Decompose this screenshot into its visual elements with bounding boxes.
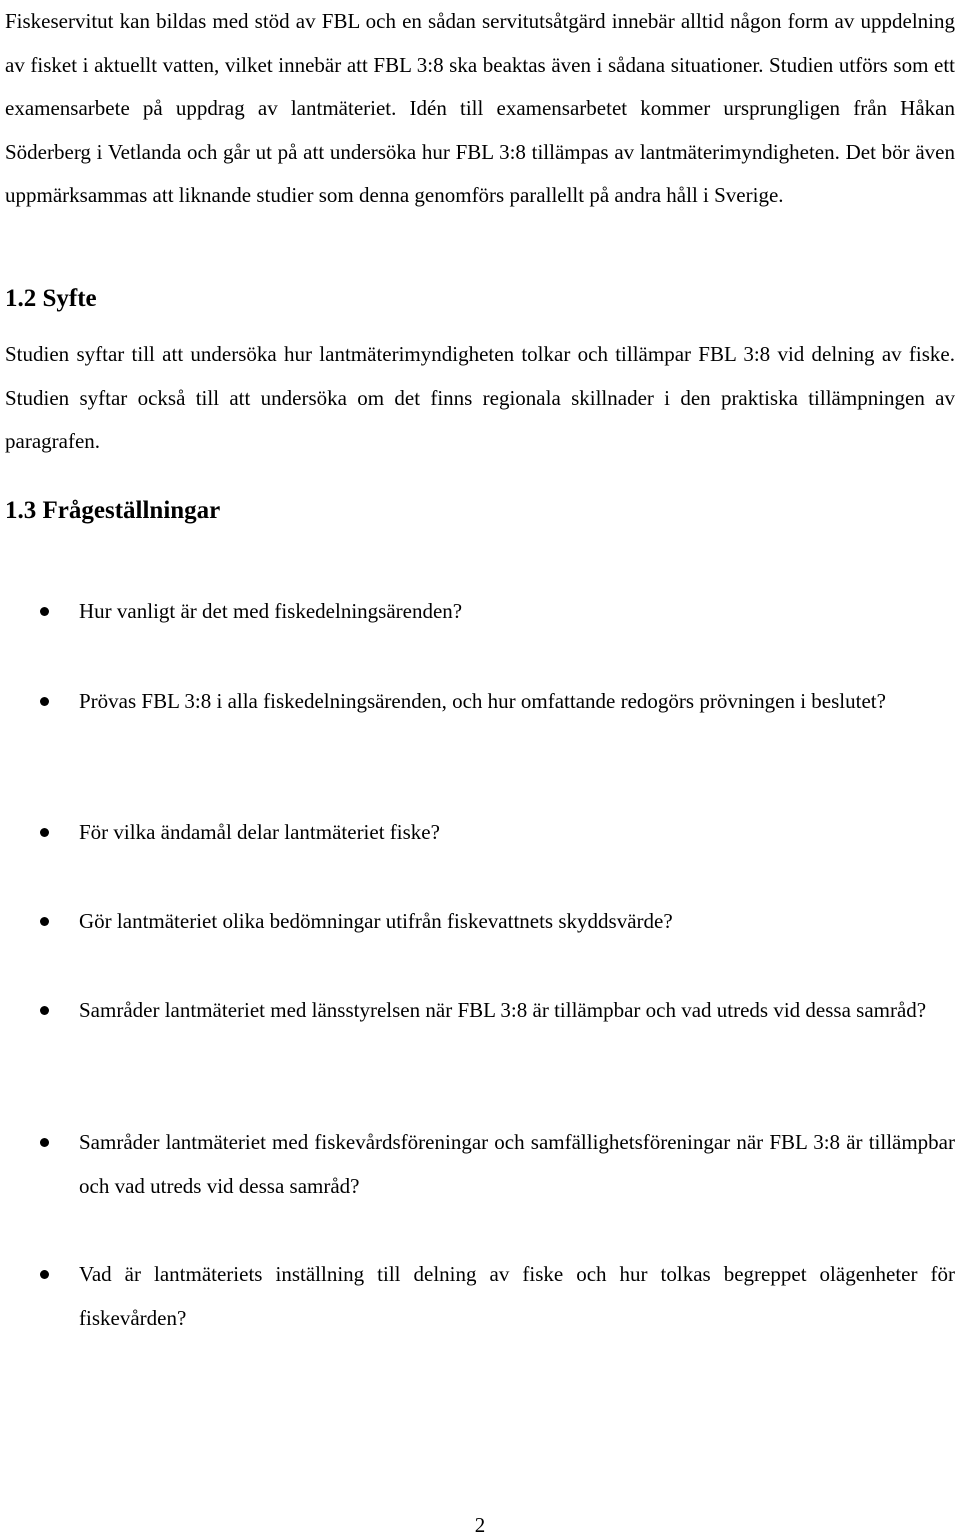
question-text: Hur vanligt är det med fiskedelningsärenden? bbox=[79, 599, 463, 623]
bullet-icon bbox=[40, 917, 49, 926]
bullet-icon bbox=[40, 697, 49, 706]
bullet-icon bbox=[40, 828, 49, 837]
heading-syfte: 1.2 Syfte bbox=[5, 285, 97, 312]
question-text: Samråder lantmäteriet med länsstyrelsen när FBL 3:8 är tillämpbar och vad utreds vid dessa samråd? bbox=[79, 998, 927, 1022]
intro-paragraph: Fiskeservitut kan bildas med stöd av FBL och en sådan servitutsåtgärd innebär alltid någon form av uppdelning av fisket i aktuellt vatten, vilket innebär att FBL 3:8 ska beaktas även i sådana situationer. Studien utförs som ett examensarbete på uppdrag av lantmäteriet. Idén till examensarbetet kommer ursprungligen från Håkan Söderberg i Vetlanda och går ut på att undersöka hur FBL 3:8 tillämpas av lantmäterimyndigheten. Det bör även uppmärksammas att liknande studier som denna genomförs parallellt på andra håll i Sverige. bbox=[5, 9, 955, 208]
question-text: Vad är lantmäteriets inställning till delning av fiske och hur tolkas begreppet olägenheter för fiskevården? bbox=[79, 1262, 955, 1330]
page-number: 2 bbox=[474, 1513, 486, 1537]
bullet-icon bbox=[40, 607, 49, 616]
question-text: Gör lantmäteriet olika bedömningar utifrån fiskevattnets skyddsvärde? bbox=[79, 909, 673, 933]
heading-fragestallningar: 1.3 Frågeställningar bbox=[5, 497, 221, 524]
bullet-icon bbox=[40, 1270, 49, 1279]
question-text: Prövas FBL 3:8 i alla fiskedelningsärenden, och hur omfattande redogörs prövningen i beslutet? bbox=[79, 689, 886, 713]
bullet-icon bbox=[40, 1138, 49, 1147]
bullet-icon bbox=[40, 1006, 49, 1015]
question-text: Samråder lantmäteriet med fiskevårdsföreningar och samfällighetsföreningar när FBL 3:8 är tillämpbar och vad utreds vid dessa samråd? bbox=[79, 1130, 955, 1198]
question-text: För vilka ändamål delar lantmäteriet fiske? bbox=[79, 820, 440, 844]
syfte-paragraph: Studien syftar till att undersöka hur lantmäterimyndigheten tolkar och tillämpar FBL 3:8 vid delning av fiske. Studien syftar också till att undersöka om det finns regionala skillnader i den praktiska tillämpningen av paragrafen. bbox=[5, 342, 955, 454]
